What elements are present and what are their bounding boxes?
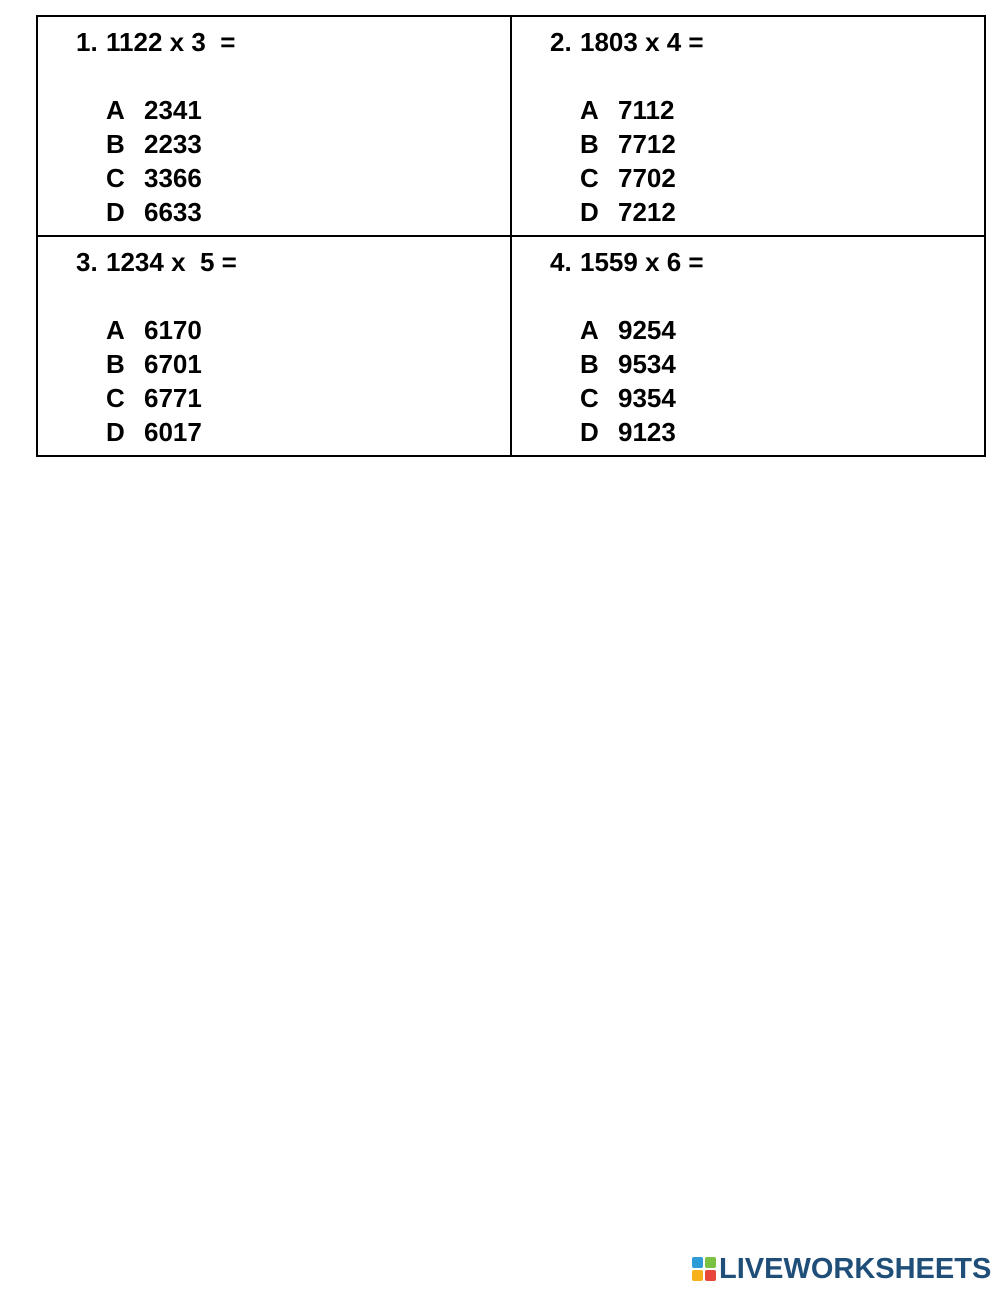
option-value: 7112 <box>618 95 675 125</box>
brand-name: LIVEWORKSHEETS <box>719 1252 992 1285</box>
answer-option-c[interactable] <box>580 161 676 195</box>
logo-square-blue <box>692 1257 703 1268</box>
question-cell-3 <box>38 237 512 455</box>
option-value: 9534 <box>618 349 676 379</box>
option-value: 6170 <box>144 315 202 345</box>
answer-options <box>580 93 676 229</box>
answer-option-b[interactable] <box>580 127 676 161</box>
answer-options <box>106 93 202 229</box>
answer-option-d[interactable] <box>106 195 202 229</box>
liveworksheets-brand <box>692 1253 991 1285</box>
option-letter: A <box>106 315 125 345</box>
question-cell-4 <box>512 237 984 455</box>
question-expression: 1122 x 3 = <box>106 27 236 57</box>
option-letter: A <box>580 95 599 125</box>
option-value: 7702 <box>618 163 676 193</box>
question-number: 4. <box>550 247 572 277</box>
option-letter: B <box>106 349 125 379</box>
option-value: 7712 <box>618 129 676 159</box>
option-letter: A <box>580 315 599 345</box>
logo-square-green <box>705 1257 716 1268</box>
option-letter: B <box>580 129 599 159</box>
option-letter: B <box>106 129 125 159</box>
answer-option-a[interactable] <box>580 313 676 347</box>
option-letter: C <box>106 383 125 413</box>
question-expression: 1559 x 6 = <box>580 247 704 277</box>
liveworksheets-logo-icon <box>692 1257 716 1281</box>
option-value: 9123 <box>618 417 676 447</box>
question-1 <box>76 27 235 58</box>
answer-option-c[interactable] <box>106 381 202 415</box>
question-number: 1. <box>76 27 98 57</box>
option-value: 2233 <box>144 129 202 159</box>
option-letter: C <box>580 163 599 193</box>
question-grid <box>36 15 986 457</box>
option-letter: D <box>106 417 125 447</box>
option-letter: B <box>580 349 599 379</box>
option-value: 6701 <box>144 349 202 379</box>
option-value: 2341 <box>144 95 202 125</box>
option-value: 6633 <box>144 197 202 227</box>
option-value: 6017 <box>144 417 202 447</box>
answer-options <box>580 313 676 449</box>
question-cell-2 <box>512 17 984 237</box>
option-letter: D <box>580 197 599 227</box>
logo-square-red <box>705 1270 716 1281</box>
option-value: 7212 <box>618 197 676 227</box>
answer-option-d[interactable] <box>106 415 202 449</box>
answer-option-d[interactable] <box>580 195 676 229</box>
answer-option-a[interactable] <box>106 313 202 347</box>
answer-option-d[interactable] <box>580 415 676 449</box>
answer-option-c[interactable] <box>106 161 202 195</box>
option-value: 9254 <box>618 315 676 345</box>
option-value: 6771 <box>144 383 202 413</box>
option-letter: C <box>106 163 125 193</box>
answer-option-a[interactable] <box>580 93 676 127</box>
question-3 <box>76 247 237 278</box>
answer-option-b[interactable] <box>106 127 202 161</box>
question-cell-1 <box>38 17 512 237</box>
option-letter: D <box>580 417 599 447</box>
question-4 <box>550 247 704 278</box>
option-letter: A <box>106 95 125 125</box>
answer-option-b[interactable] <box>580 347 676 381</box>
answer-option-c[interactable] <box>580 381 676 415</box>
option-letter: D <box>106 197 125 227</box>
option-value: 9354 <box>618 383 676 413</box>
option-letter: C <box>580 383 599 413</box>
answer-options <box>106 313 202 449</box>
question-expression: 1234 x 5 = <box>106 247 237 277</box>
question-2 <box>550 27 704 58</box>
question-number: 2. <box>550 27 572 57</box>
logo-square-yellow <box>692 1270 703 1281</box>
option-value: 3366 <box>144 163 202 193</box>
answer-option-b[interactable] <box>106 347 202 381</box>
question-number: 3. <box>76 247 98 277</box>
question-expression: 1803 x 4 = <box>580 27 704 57</box>
answer-option-a[interactable] <box>106 93 202 127</box>
